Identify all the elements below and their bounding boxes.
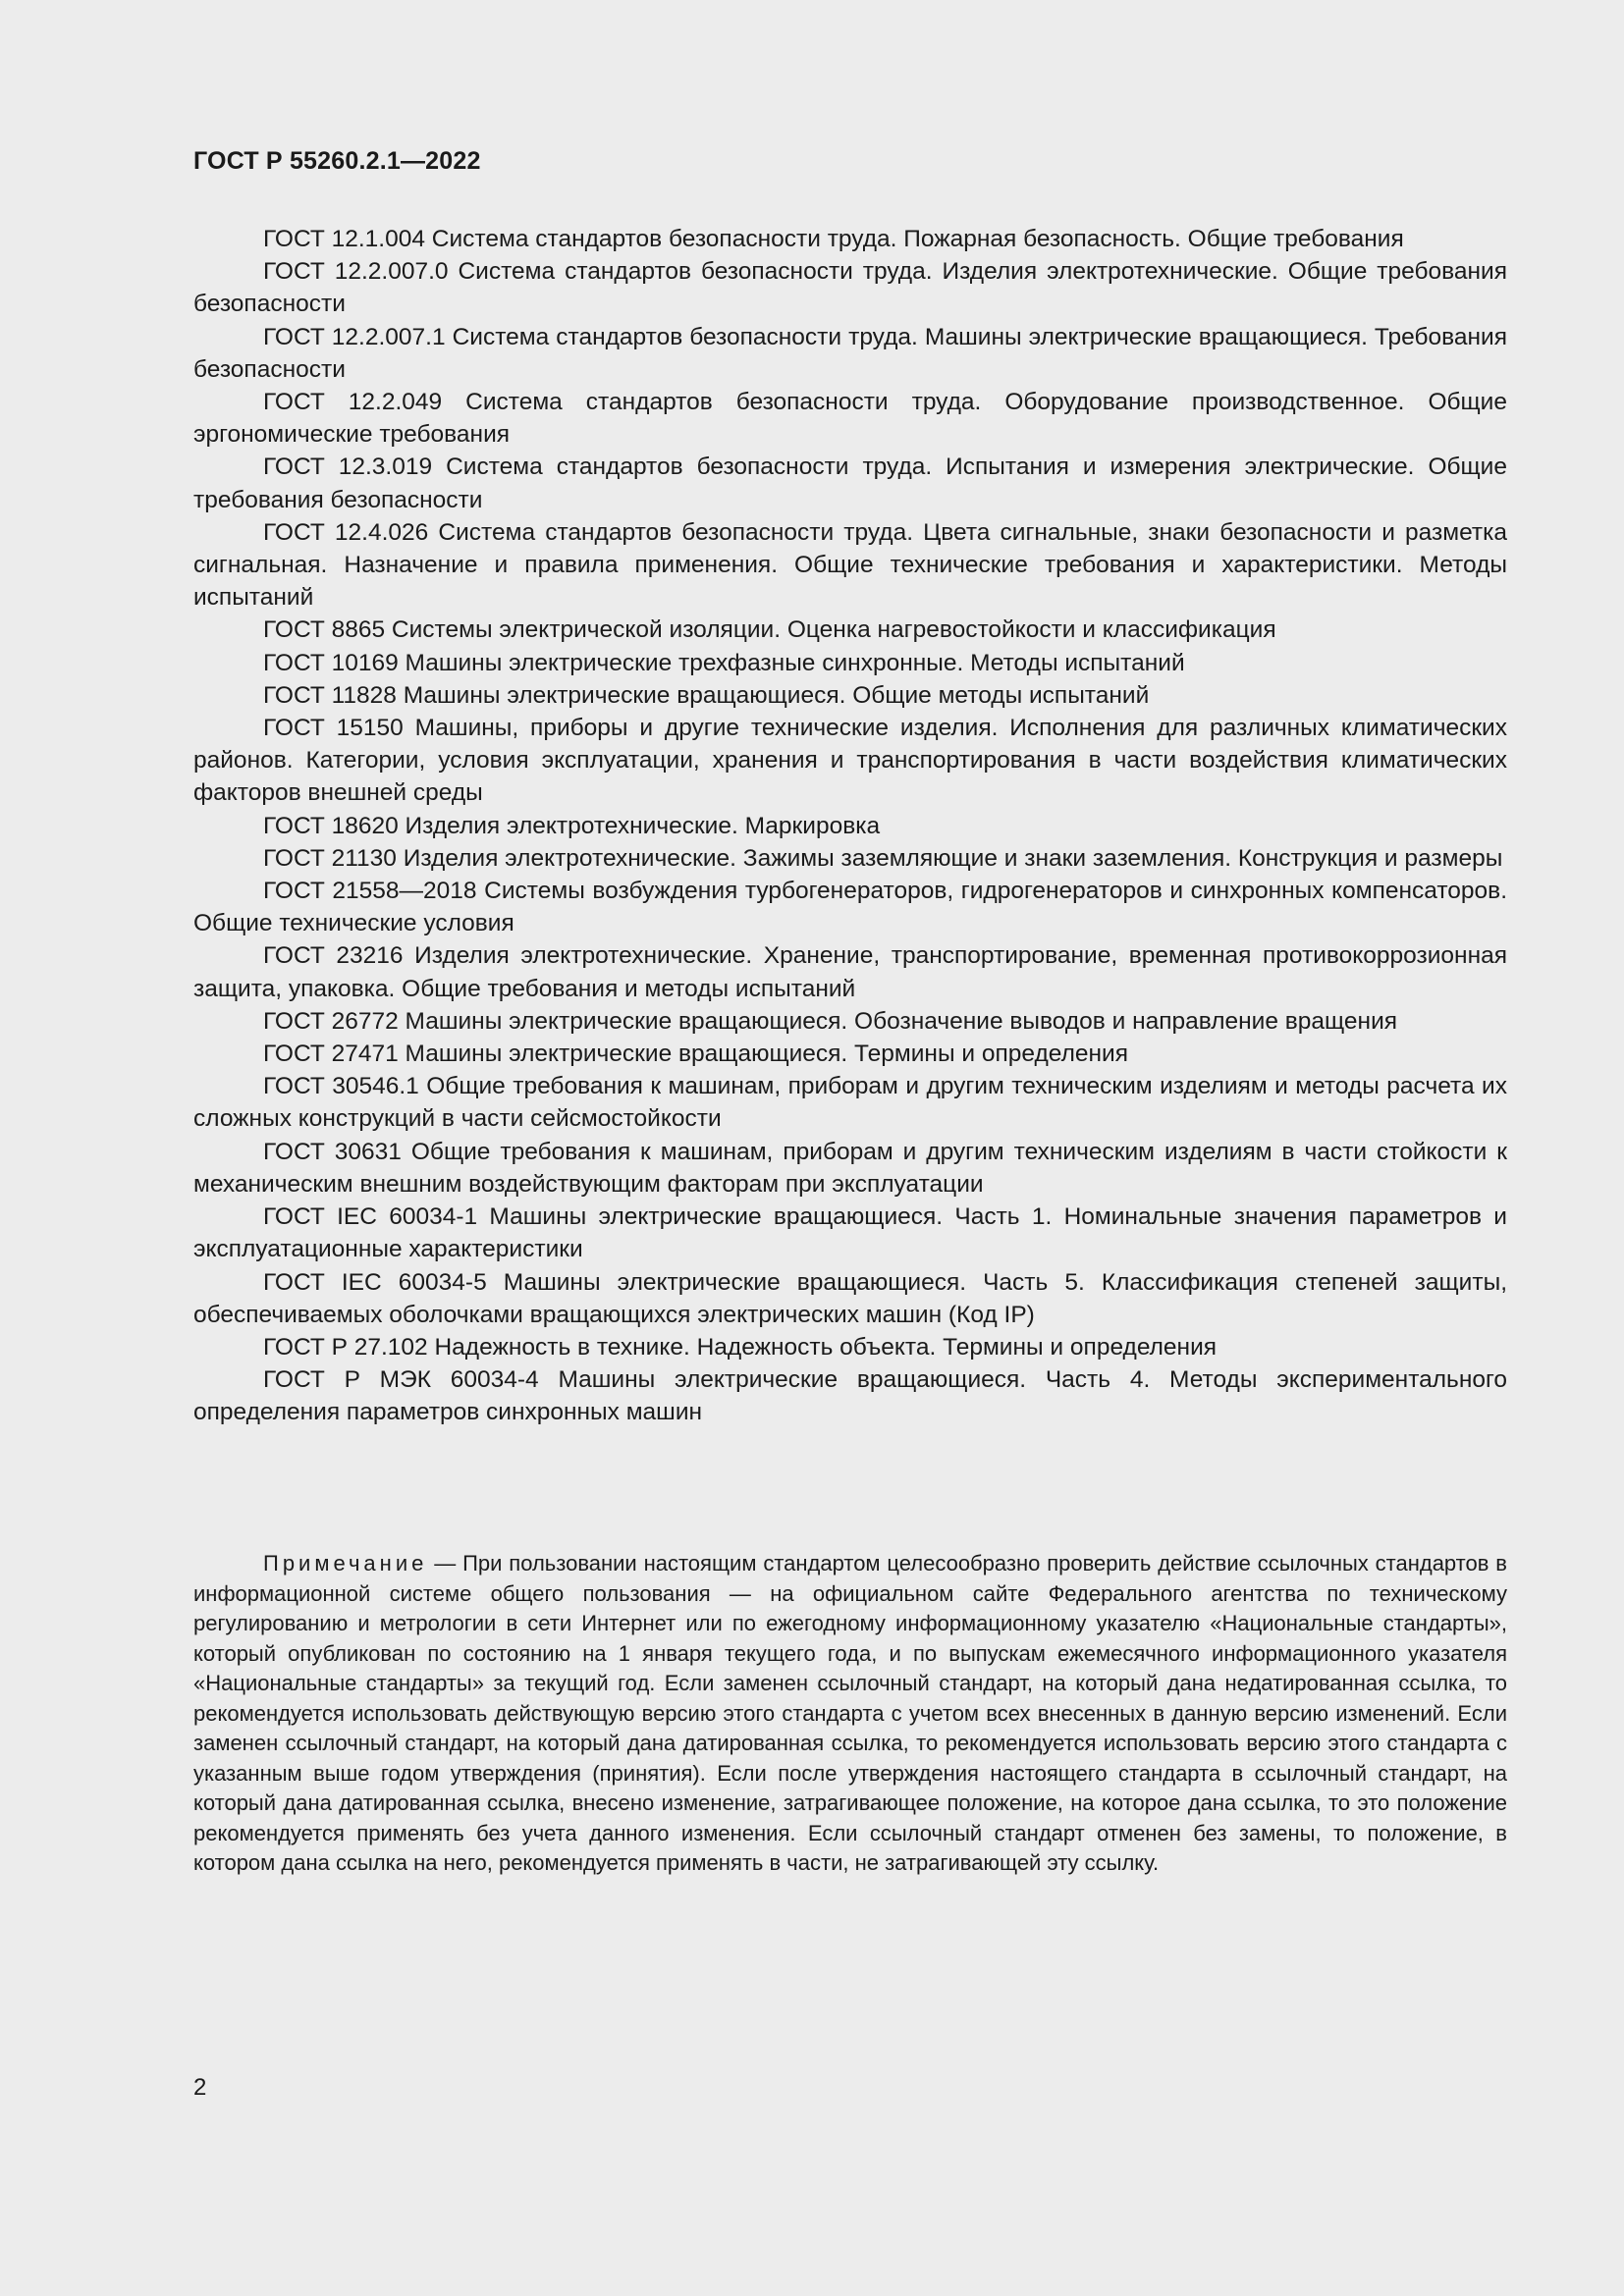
reference-item: ГОСТ 12.4.026 Система стандартов безопасности труда. Цвета сигнальные, знаки безопасности и разметка сигнальная. Назначение и правила применения. Общие технические требования и характеристики. Методы испытаний: [193, 518, 1507, 612]
note-paragraph: [193, 1549, 1507, 1879]
reference-item: ГОСТ 10169 Машины электрические трехфазные синхронные. Методы испытаний: [263, 649, 1185, 676]
reference-item: ГОСТ 30631 Общие требования к машинам, приборам и другим техническим изделиям в части стойкости к механическим внешним воздействующим факторам при эксплуатации: [193, 1138, 1507, 1198]
reference-item: ГОСТ IEC 60034-1 Машины электрические вращающиеся. Часть 1. Номинальные значения параметров и эксплуатационные характеристики: [193, 1203, 1507, 1263]
reference-item: ГОСТ 11828 Машины электрические вращающиеся. Общие методы испытаний: [263, 681, 1150, 709]
reference-item: ГОСТ 23216 Изделия электротехнические. Хранение, транспортирование, временная противокоррозионная защита, упаковка. Общие требования и методы испытаний: [193, 942, 1507, 1002]
reference-item: ГОСТ 12.2.049 Система стандартов безопасности труда. Оборудование производственное. Общие эргономические требования: [193, 389, 1507, 449]
reference-item: ГОСТ 12.2.007.1 Система стандартов безопасности труда. Машины электрические вращающиеся. Требования безопасности: [193, 323, 1507, 383]
reference-item: ГОСТ 18620 Изделия электротехнические. Маркировка: [263, 812, 881, 839]
normative-references-list: [193, 223, 1507, 1429]
note-label: Примечание: [263, 1551, 428, 1575]
reference-item: ГОСТ IEC 60034-5 Машины электрические вращающиеся. Часть 5. Классификация степеней защиты, обеспечиваемых оболочками вращающихся электрических машин (Код IP): [193, 1268, 1507, 1328]
page-number: 2: [193, 2074, 207, 2101]
note-text: При пользовании настоящим стандартом целесообразно проверить действие ссылочных стандартов в информационной системе общего пользования — на официальном сайте Федерального агентства по техническому регулированию и метрологии в сети Интернет или по ежегодному информационному указателю «Национальные стандарты», который опубликован по состоянию на 1 января текущего года, и по выпускам ежемесячного информационного указателя «Национальные стандарты» за текущий год. Если заменен ссылочный стандарт, на который дана недатированная ссылка, то рекомендуется использовать действующую версию этого стандарта с учетом всех внесенных в данную версию изменений. Если заменен ссылочный стандарт, на который дана датированная ссылка, то рекомендуется использовать версию этого стандарта с указанным выше годом утверждения (принятия). Если после утверждения настоящего стандарта в ссылочный стандарт, на который дана датированная ссылка, внесено изменение, затрагивающее положение, на которое дана ссылка, то это положение рекомендуется применять без учета данного изменения. Если ссылочный стандарт отменен без замены, то положение, в котором дана ссылка на него, рекомендуется применять в части, не затрагивающей эту ссылку.: [193, 1551, 1507, 1875]
reference-item: ГОСТ 21130 Изделия электротехнические. Зажимы заземляющие и знаки заземления. Конструкция и размеры: [263, 844, 1503, 872]
reference-item: ГОСТ 30546.1 Общие требования к машинам, приборам и другим техническим изделиям и методы расчета их сложных конструкций в части сейсмостойкости: [193, 1073, 1507, 1133]
reference-item: ГОСТ 12.2.007.0 Система стандартов безопасности труда. Изделия электротехнические. Общие требования безопасности: [193, 258, 1507, 318]
reference-item: ГОСТ 12.3.019 Система стандартов безопасности труда. Испытания и измерения электрические. Общие требования безопасности: [193, 454, 1507, 513]
reference-item: ГОСТ 26772 Машины электрические вращающиеся. Обозначение выводов и направление вращения: [263, 1007, 1398, 1035]
reference-item: ГОСТ 27471 Машины электрические вращающиеся. Термины и определения: [263, 1041, 1128, 1068]
reference-item: ГОСТ Р МЭК 60034-4 Машины электрические вращающиеся. Часть 4. Методы экспериментального определения параметров синхронных машин: [193, 1366, 1507, 1426]
reference-item: ГОСТ 15150 Машины, приборы и другие технические изделия. Исполнения для различных климатических районов. Категории, условия эксплуатации, хранения и транспортирования в части воздействия климатических факторов внешней среды: [193, 715, 1507, 807]
document-header: ГОСТ Р 55260.2.1—2022: [193, 147, 481, 175]
reference-item: ГОСТ 21558—2018 Системы возбуждения турбогенераторов, гидрогенераторов и синхронных компенсаторов. Общие технические условия: [193, 878, 1507, 937]
reference-item: ГОСТ 12.1.004 Система стандартов безопасности труда. Пожарная безопасность. Общие требования: [263, 226, 1404, 252]
note-dash: —: [427, 1551, 463, 1575]
reference-item: ГОСТ 8865 Системы электрической изоляции. Оценка нагревостойкости и классификация: [263, 616, 1276, 644]
reference-item: ГОСТ Р 27.102 Надежность в технике. Надежность объекта. Термины и определения: [263, 1333, 1218, 1361]
